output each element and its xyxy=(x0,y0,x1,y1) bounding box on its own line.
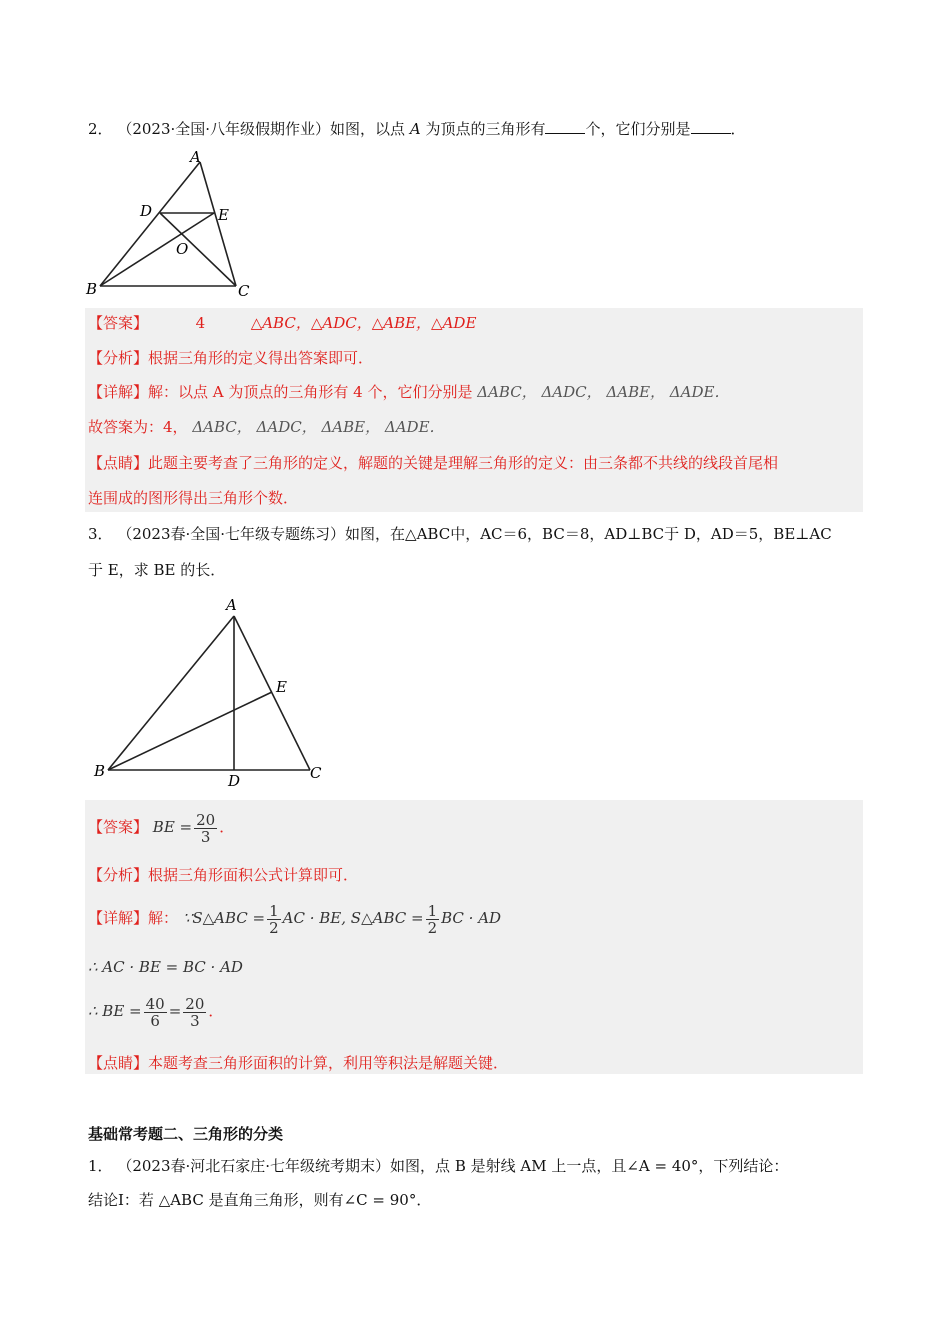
q2-label-c: C xyxy=(238,282,250,300)
section-title: 基础常考题二、三角形的分类 xyxy=(88,1125,284,1143)
q2-detail-text: 解：以点 A 为顶点的三角形有 4 个，它们分别是 xyxy=(148,383,473,401)
q3-answer-end: ． xyxy=(219,818,235,836)
q3-analysis-tag: 【分析】 xyxy=(88,866,149,884)
q2-label-o: O xyxy=(176,240,189,258)
q2-stem-b: 为顶点的三角形有 xyxy=(425,120,546,138)
q3-comment-tag: 【点睛】 xyxy=(88,1054,149,1072)
q3-answer xyxy=(88,802,234,852)
q3-label-a: A xyxy=(226,596,237,614)
q2-conclusion-prefix: 故答案为：4， xyxy=(88,418,188,436)
q2-stem-end: ． xyxy=(730,120,746,138)
q2-analysis xyxy=(88,347,373,369)
q3-detail-f1b: AC · BE, S△ABC = xyxy=(282,909,424,927)
q2-blank-2[interactable] xyxy=(691,119,731,134)
q3-detail-frac-2-num: 1 xyxy=(427,901,438,920)
q2-blank-1[interactable] xyxy=(545,119,585,134)
q2-answer-triangles: △ABC，△ADC，△ABE，△ADE xyxy=(250,314,477,332)
q3-step3-den2: 3 xyxy=(190,1011,200,1030)
q1-conclusion-1: 结论Ⅰ：若 △ABC 是直角三角形，则有∠C = 90°． xyxy=(88,1191,432,1209)
q2-conclusion xyxy=(88,416,445,438)
q3-stem-1 xyxy=(88,523,832,545)
q3-detail-frac-1 xyxy=(267,903,281,936)
q2-answer-tag: 【答案】 xyxy=(88,314,149,332)
q3-label-b: B xyxy=(94,762,106,780)
q3-label-d: D xyxy=(228,772,241,790)
q3-analysis-text: 根据三角形面积公式计算即可． xyxy=(148,866,359,884)
q3-detail xyxy=(88,893,501,943)
q2-detail-tag: 【详解】 xyxy=(88,383,149,401)
q2-figure xyxy=(84,148,264,300)
q3-label-c: C xyxy=(310,764,322,782)
q2-detail xyxy=(88,381,729,403)
q2-label-d: D xyxy=(140,202,153,220)
q2-comment-line2: 连围成的图形得出三角形个数． xyxy=(88,489,299,507)
q2-source: （2023·全国·八年级假期作业） xyxy=(117,120,331,138)
q1-stem xyxy=(88,1155,788,1177)
q3-detail-frac-2 xyxy=(426,903,440,936)
q3-step3-frac-2 xyxy=(183,996,206,1029)
q2-stem-c: 个，它们分别是 xyxy=(585,120,691,138)
q3-step-3 xyxy=(88,986,223,1036)
q3-step3-den1: 6 xyxy=(150,1011,160,1030)
q3-detail-f1c: BC · AD xyxy=(441,909,502,927)
q3-step3-end: ． xyxy=(208,1002,224,1020)
q3-detail-frac-2-den: 2 xyxy=(427,918,438,937)
q1-number: 1． xyxy=(88,1157,113,1175)
q3-step3-num2: 20 xyxy=(185,994,205,1013)
q3-number: 3． xyxy=(88,525,113,543)
q2-analysis-tag: 【分析】 xyxy=(88,349,149,367)
q2-comment-tag: 【点睛】 xyxy=(88,454,149,472)
q2-detail-triangles: ΔABC， ΔADC， ΔABE， ΔADE． xyxy=(477,383,730,401)
q3-detail-prefix: 解： xyxy=(148,909,179,927)
q1-stem-text: 如图，点 B 是射线 AM 上一点，且∠A = 40°，下列结论： xyxy=(390,1157,789,1175)
q2-number: 2． xyxy=(88,120,113,138)
q3-step-2: ∴ AC · BE = BC · AD xyxy=(88,958,243,976)
q2-answer xyxy=(88,312,476,334)
q3-stem-2: 于 E，求 BE 的长． xyxy=(88,561,226,579)
q3-answer-fraction xyxy=(194,812,217,845)
q3-step3-frac-1 xyxy=(144,996,167,1029)
q3-comment-text: 本题考查三角形面积的计算，利用等积法是解题关键． xyxy=(148,1054,509,1072)
q2-stem xyxy=(88,118,746,140)
q2-analysis-text: 根据三角形的定义得出答案即可． xyxy=(148,349,374,367)
q1-source: （2023春·河北石家庄·七年级统考期末） xyxy=(117,1157,391,1175)
q2-solution-box xyxy=(85,308,863,512)
q3-figure xyxy=(88,594,338,794)
q2-label-b: B xyxy=(86,280,98,298)
q2-stem-a: 如图，以点 xyxy=(330,120,406,138)
q2-comment-text-1: 此题主要考查了三角形的定义，解题的关键是理解三角形的定义：由三条都不共线的线段首尾相 xyxy=(148,454,779,472)
q3-detail-frac-1-num: 1 xyxy=(269,901,279,920)
q3-comment xyxy=(88,1052,508,1074)
q3-detail-f1a: ∵S△ABC = xyxy=(182,909,266,927)
q2-point: A xyxy=(409,120,421,138)
q3-answer-lhs: BE = xyxy=(152,818,193,836)
q3-source: （2023春·全国·七年级专题练习） xyxy=(117,525,346,543)
q3-step3-eq: = xyxy=(168,1002,182,1020)
q3-detail-tag: 【详解】 xyxy=(88,909,149,927)
q2-comment-line1 xyxy=(88,452,778,474)
q3-answer-den: 3 xyxy=(200,827,211,846)
q3-step3-num1: 40 xyxy=(145,994,165,1013)
q3-answer-tag: 【答案】 xyxy=(88,818,149,836)
q2-label-a: A xyxy=(190,148,201,166)
q3-step3-lhs: ∴ BE = xyxy=(88,1002,142,1020)
q3-label-e: E xyxy=(276,678,287,696)
q2-conclusion-triangles: ΔABC， ΔADC， ΔABE， ΔADE． xyxy=(192,418,445,436)
q3-detail-frac-1-den: 2 xyxy=(269,918,279,937)
q3-stem-text-1: 如图，在△ABC中，AC＝6，BC＝8，AD⊥BC于 D，AD＝5，BE⊥AC xyxy=(345,525,832,543)
q3-analysis xyxy=(88,864,358,886)
q2-label-e: E xyxy=(218,206,229,224)
q2-answer-value: 4 xyxy=(195,314,206,332)
q3-answer-num: 20 xyxy=(196,810,216,829)
